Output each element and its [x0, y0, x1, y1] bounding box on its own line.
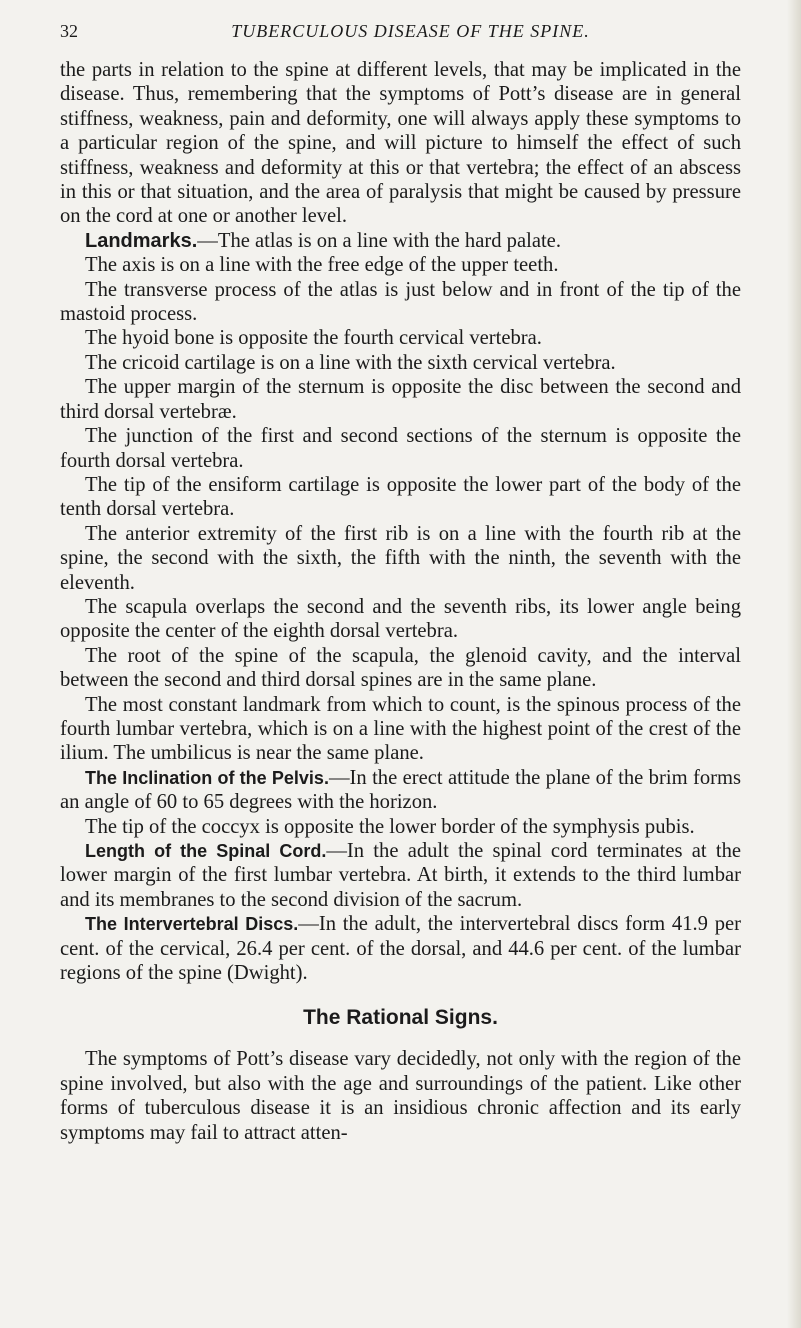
- landmark-item: The junction of the first and second sections of the sternum is opposite the fourth dorsal vertebra.: [60, 425, 741, 472]
- discs-text: —In the adult, the intervertebral discs form 41.9 per cent. of the cervical, 26.4 per cent. of the dorsal, and 44.6 per cent. of the lumbar regions of the spine (Dwight).: [60, 913, 741, 985]
- landmark-item: The transverse process of the atlas is just below and in front of the tip of the mastoid process.: [60, 278, 741, 326]
- landmark-item: The root of the spine of the scapula, the glenoid cavity, and the interval between the second and third dorsal spines are in the same plane.: [60, 644, 741, 692]
- pelvis-heading: The Inclination of the Pelvis.: [85, 767, 329, 788]
- discs-paragraph: [60, 912, 741, 985]
- landmark-item: The most constant landmark from which to count, is the spinous process of the fourth lumbar vertebra, which is on a line with the highest point of the crest of the ilium. The umbilicus is near the same plane.: [60, 693, 741, 765]
- spinal-cord-text: —In the adult the spinal cord terminates at the lower margin of the first lumbar vertebra. At birth, it extends to the third lumbar and its membranes to the second division of the sacrum.: [60, 840, 742, 911]
- coccyx-paragraph: The tip of the coccyx is opposite the lower border of the symphysis pubis.: [85, 815, 695, 838]
- running-head: [60, 14, 741, 48]
- landmark-item: The hyoid bone is opposite the fourth cervical vertebra.: [85, 327, 542, 350]
- body-text: [60, 58, 741, 1145]
- landmark-item: The scapula overlaps the second and the seventh ribs, its lower angle being opposite the center of the eighth dorsal vertebra.: [60, 595, 741, 643]
- pelvis-text: —In the erect attitude the plane of the brim forms an angle of 60 to 65 degrees with the horizon.: [60, 766, 742, 814]
- spinal-cord-heading: Length of the Spinal Cord.: [85, 841, 327, 861]
- landmarks-heading: Landmarks.: [85, 229, 198, 252]
- landmark-item: The axis is on a line with the free edge of the upper teeth.: [85, 254, 559, 277]
- landmarks-paragraph: [60, 229, 741, 253]
- running-title: TUBERCULOUS DISEASE OF THE SPINE.: [231, 21, 590, 41]
- section-heading: The Rational Signs.: [303, 1006, 498, 1030]
- page-edge-shadow: [787, 0, 801, 1328]
- landmark-item: The cricoid cartilage is on a line with the sixth cervical vertebra.: [85, 351, 616, 374]
- spinal-cord-paragraph: [60, 839, 741, 912]
- discs-heading: The Intervertebral Discs.: [85, 914, 299, 935]
- page-number: 32: [60, 21, 78, 41]
- landmarks-first-item: —The atlas is on a line with the hard palate.: [197, 229, 561, 252]
- intro-paragraph: the parts in relation to the spine at different levels, that may be implicated in the disease. Thus, remembering that the symptoms of Pott’s disease are in general stiffness, weakness, pain and deformity, one will always apply these symptoms to a particular region of the spine, and will picture to himself the effect of such stiffness, weakness and deformity at this or that vertebra; the effect of an abscess in this or that situation, and the area of paralysis that might be caused by pressure on the cord at one or another level.: [60, 59, 741, 228]
- landmark-item: The anterior extremity of the first rib is on a line with the fourth rib at the spine, the second with the sixth, the fifth with the ninth, the seventh with the eleventh.: [60, 522, 741, 594]
- pelvis-paragraph: [60, 766, 741, 815]
- rational-signs-paragraph: The symptoms of Pott’s disease vary decidedly, not only with the region of the spine involved, but also with the age and surroundings of the patient. Like other forms of tuberculous disease it is an insidious chronic affection and its early symptoms may fail to attract atten-: [60, 1048, 741, 1144]
- landmark-item: The tip of the ensiform cartilage is opposite the lower part of the body of the tenth dorsal vertebra.: [60, 473, 741, 521]
- landmark-item: The upper margin of the sternum is opposite the disc between the second and third dorsal vertebræ.: [60, 376, 741, 423]
